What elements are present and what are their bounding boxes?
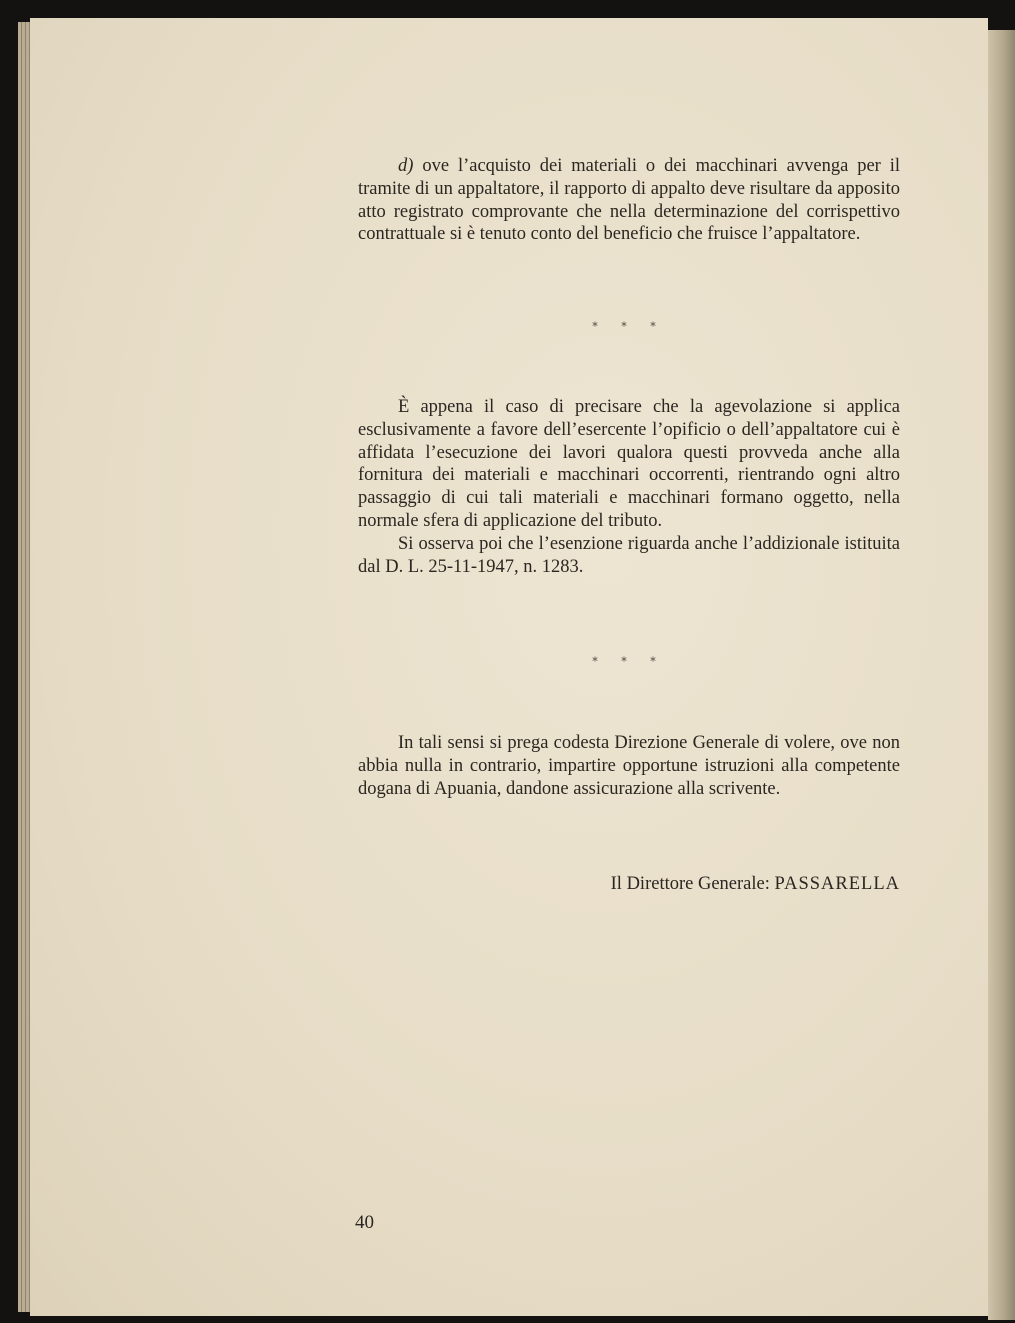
separator-stars: * * * <box>592 655 666 668</box>
separator-stars: * * * <box>592 320 666 333</box>
paragraph-group-2 <box>358 396 900 578</box>
signature-line <box>358 874 900 895</box>
paragraph-request-text: In tali sensi si prega codesta Direzione Generale di volere, ove non abbia nulla in contrario, impartire opportune istruzioni alla competente dogana di Apuania, dandone assicurazione alla scrivente. <box>358 733 900 799</box>
paragraph-addizionale: Si osserva poi che l’esenzione riguarda anche l’addizionale istituita dal D. L. 25-11-1947, n. 1283. <box>358 533 900 577</box>
paragraph-d-text: ove l’acquisto dei materiali o dei macchinari avvenga per il tramite di un appaltatore, il rapporto di appalto deve risultare da apposito atto registrato comprovante che nella determinazione del corrispettivo contrattuale si è tenuto conto del beneficio che fruisce l’appaltatore. <box>358 156 900 245</box>
paragraph-d <box>358 155 900 246</box>
page-number: 40 <box>355 1212 374 1233</box>
signature-title: Il Direttore Generale: <box>610 874 770 894</box>
binding-edge <box>988 30 1015 1320</box>
paragraph-agevolazione: È appena il caso di precisare che la agevolazione si applica esclusivamente a favore dell’esercente l’opificio o dell’appaltatore cui è affidata l’esecuzione dei lavori qualora questi provveda anche alla fornitura dei materiali e macchinari occorrenti, rientrando ogni altro passaggio di cui tali materiali e macchinari formano oggetto, nella normale sfera di applicazione del tributo. <box>358 397 900 531</box>
paragraph-request <box>358 732 900 800</box>
signature-name: PASSARELLA <box>774 874 900 894</box>
paragraph-label: d) <box>398 156 414 176</box>
